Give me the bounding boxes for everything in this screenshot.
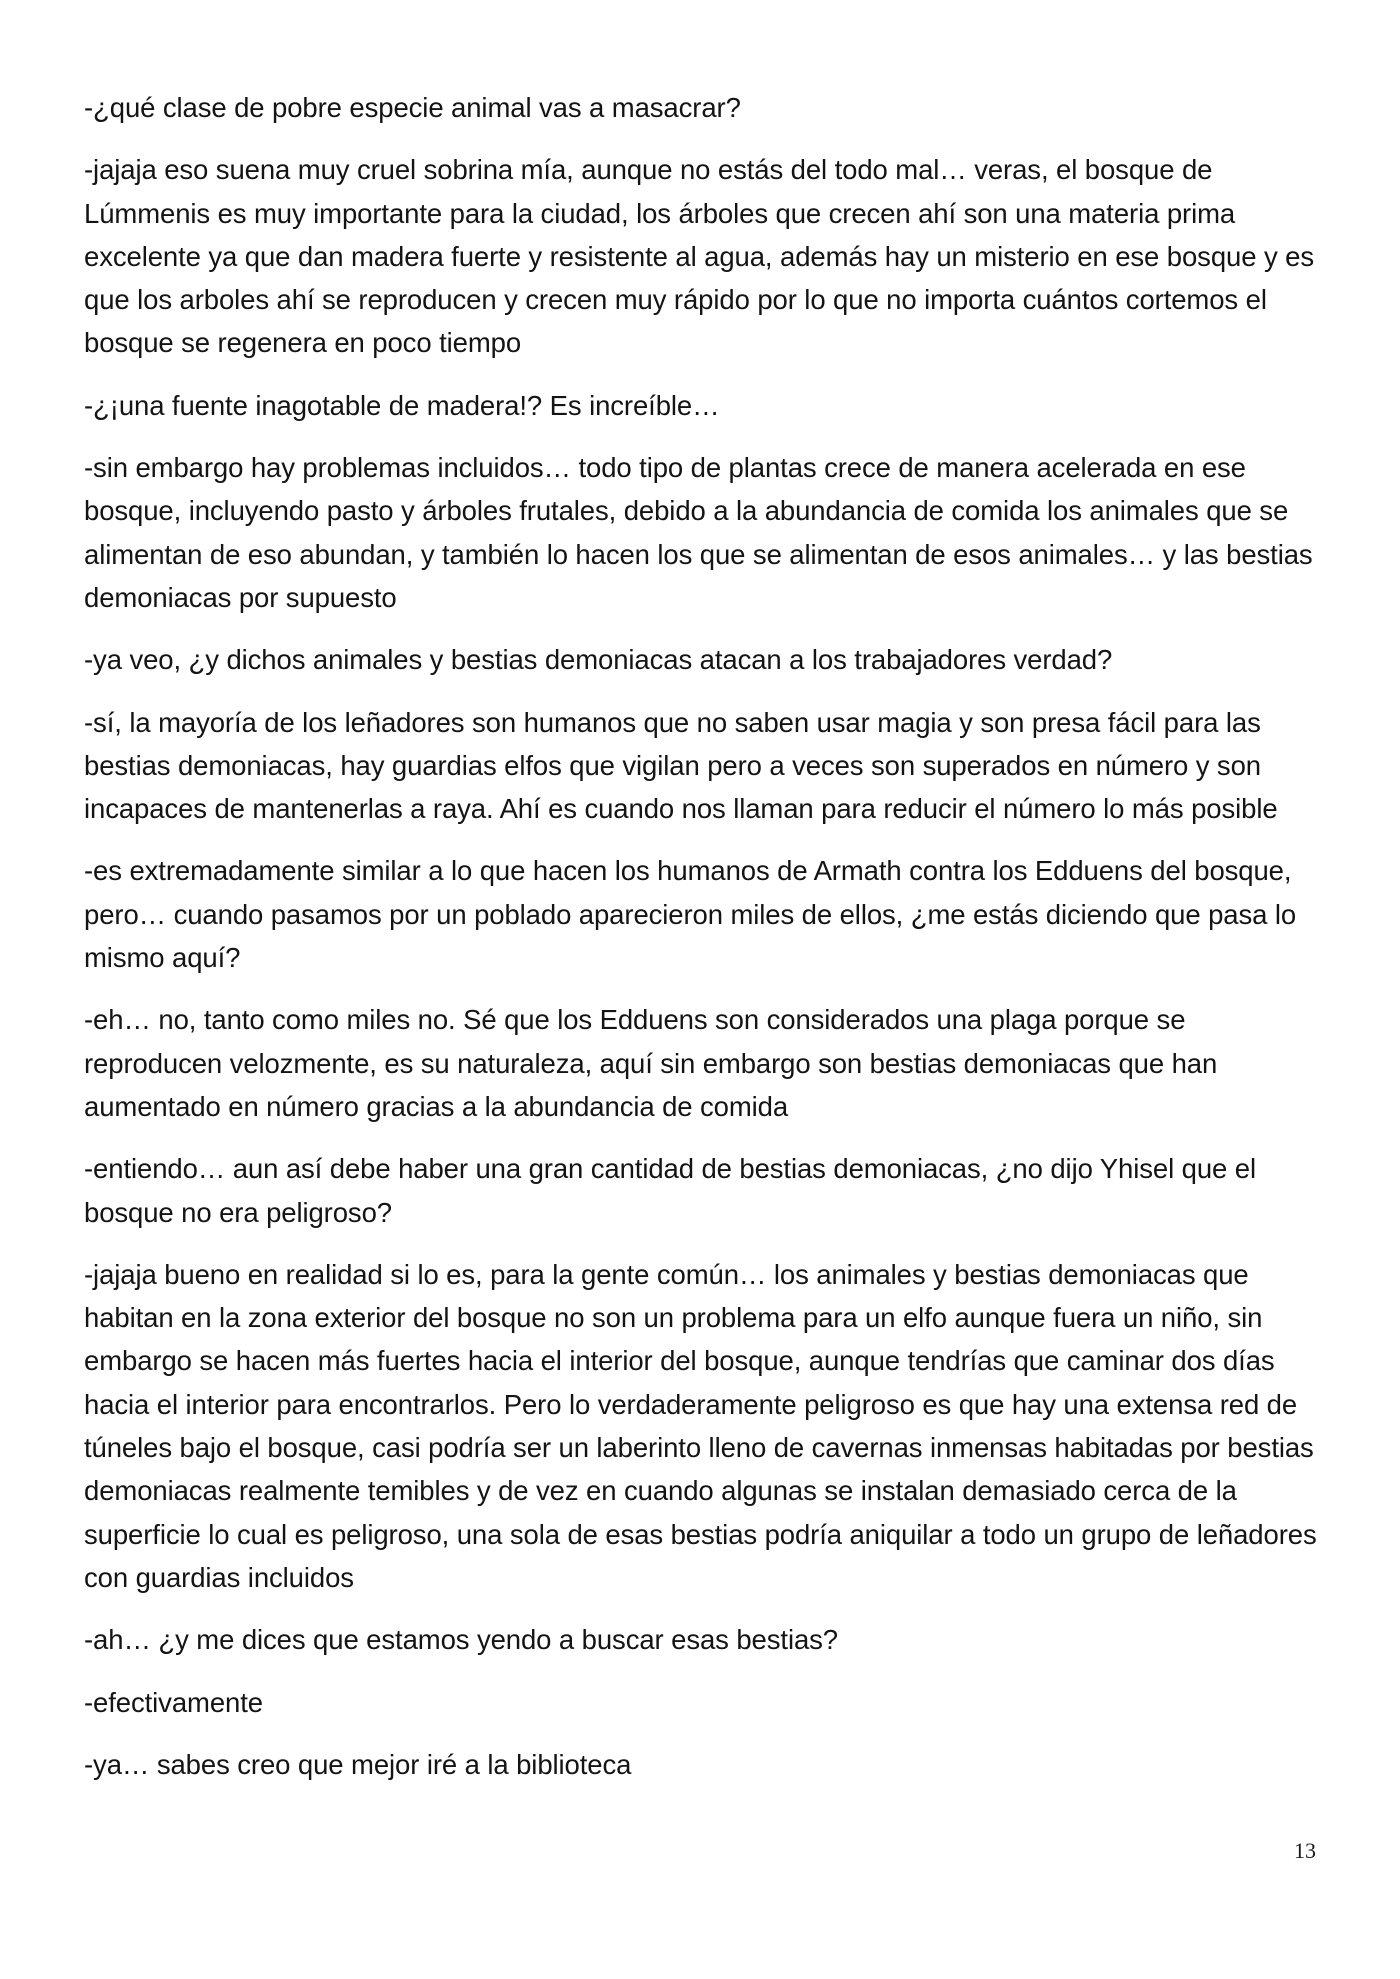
dialogue-paragraph: -jajaja bueno en realidad si lo es, para la gente común… los animales y bestias demoniacas que habitan en la zona exterior del bosque no son un problema para un elfo aunque fuera un niño, sin embargo se hacen más fuertes hacia el interior del bosque, aunque tendrías que caminar dos días hacia el interior para encontrarlos. Pero lo verdaderamente peligroso es que hay una extensa red de túneles bajo el bosque, casi podría ser un laberinto lleno de cavernas inmensas habitadas por bestias demoniacas realmente temibles y de vez en cuando algunas se instalan demasiado cerca de la superficie lo cual es peligroso, una sola de esas bestias podría aniquilar a todo un grupo de leñadores con guardias incluidos (84, 1258, 1317, 1593)
dialogue-paragraph: -¿¡una fuente inagotable de madera!? Es increíble… (84, 389, 720, 421)
dialogue-paragraph: -sí, la mayoría de los leñadores son humanos que no saben usar magia y son presa fácil para las bestias demoniacas, hay guardias elfos que vigilan pero a veces son superados en número y son incapaces de mantenerlas a raya. Ahí es cuando nos llaman para reducir el número lo más posible (84, 706, 1278, 825)
dialogue-paragraph: -sin embargo hay problemas incluidos… todo tipo de plantas crece de manera acelerada en ese bosque, incluyendo pasto y árboles frutales, debido a la abundancia de comida los animales que se alimentan de eso abundan, y también lo hacen los que se alimentan de esos animales… y las bestias demoniacas por supuesto (84, 452, 1313, 613)
dialogue-paragraph: -jajaja eso suena muy cruel sobrina mía, aunque no estás del todo mal… veras, el bosque de Lúmmenis es muy importante para la ciudad, los árboles que crecen ahí son una materia prima excelente ya que dan madera fuerte y resistente al agua, además hay un misterio en ese bosque y es que los arboles ahí se reproducen y crecen muy rápido por lo que no importa cuántos cortemos el bosque se regenera en poco tiempo (84, 154, 1314, 359)
dialogue-paragraph: -¿qué clase de pobre especie animal vas a masacrar? (84, 92, 741, 123)
dialogue-paragraph: -entiendo… aun así debe haber una gran cantidad de bestias demoniacas, ¿no dijo Yhisel que el bosque no era peligroso? (84, 1153, 1256, 1228)
text-body (84, 86, 1320, 1805)
dialogue-paragraph: -ya… sabes creo que mejor iré a la biblioteca (84, 1748, 632, 1780)
dialogue-paragraph: -eh… no, tanto como miles no. Sé que los Edduens son considerados una plaga porque se reproducen velozmente, es su naturaleza, aquí sin embargo son bestias demoniacas que han aumentado en número gracias a la abundancia de comida (84, 1004, 1218, 1122)
dialogue-paragraph: -es extremadamente similar a lo que hacen los humanos de Armath contra los Edduens del bosque, pero… cuando pasamos por un poblado aparecieron miles de ellos, ¿me estás diciendo que pasa lo mismo aquí? (84, 855, 1297, 974)
dialogue-paragraph: -ya veo, ¿y dichos animales y bestias demoniacas atacan a los trabajadores verdad? (84, 644, 1113, 676)
dialogue-paragraph: -efectivamente (84, 1686, 263, 1718)
dialogue-paragraph: -ah… ¿y me dices que estamos yendo a buscar esas bestias? (84, 1624, 838, 1656)
page-number: 13 (1294, 1838, 1316, 1863)
